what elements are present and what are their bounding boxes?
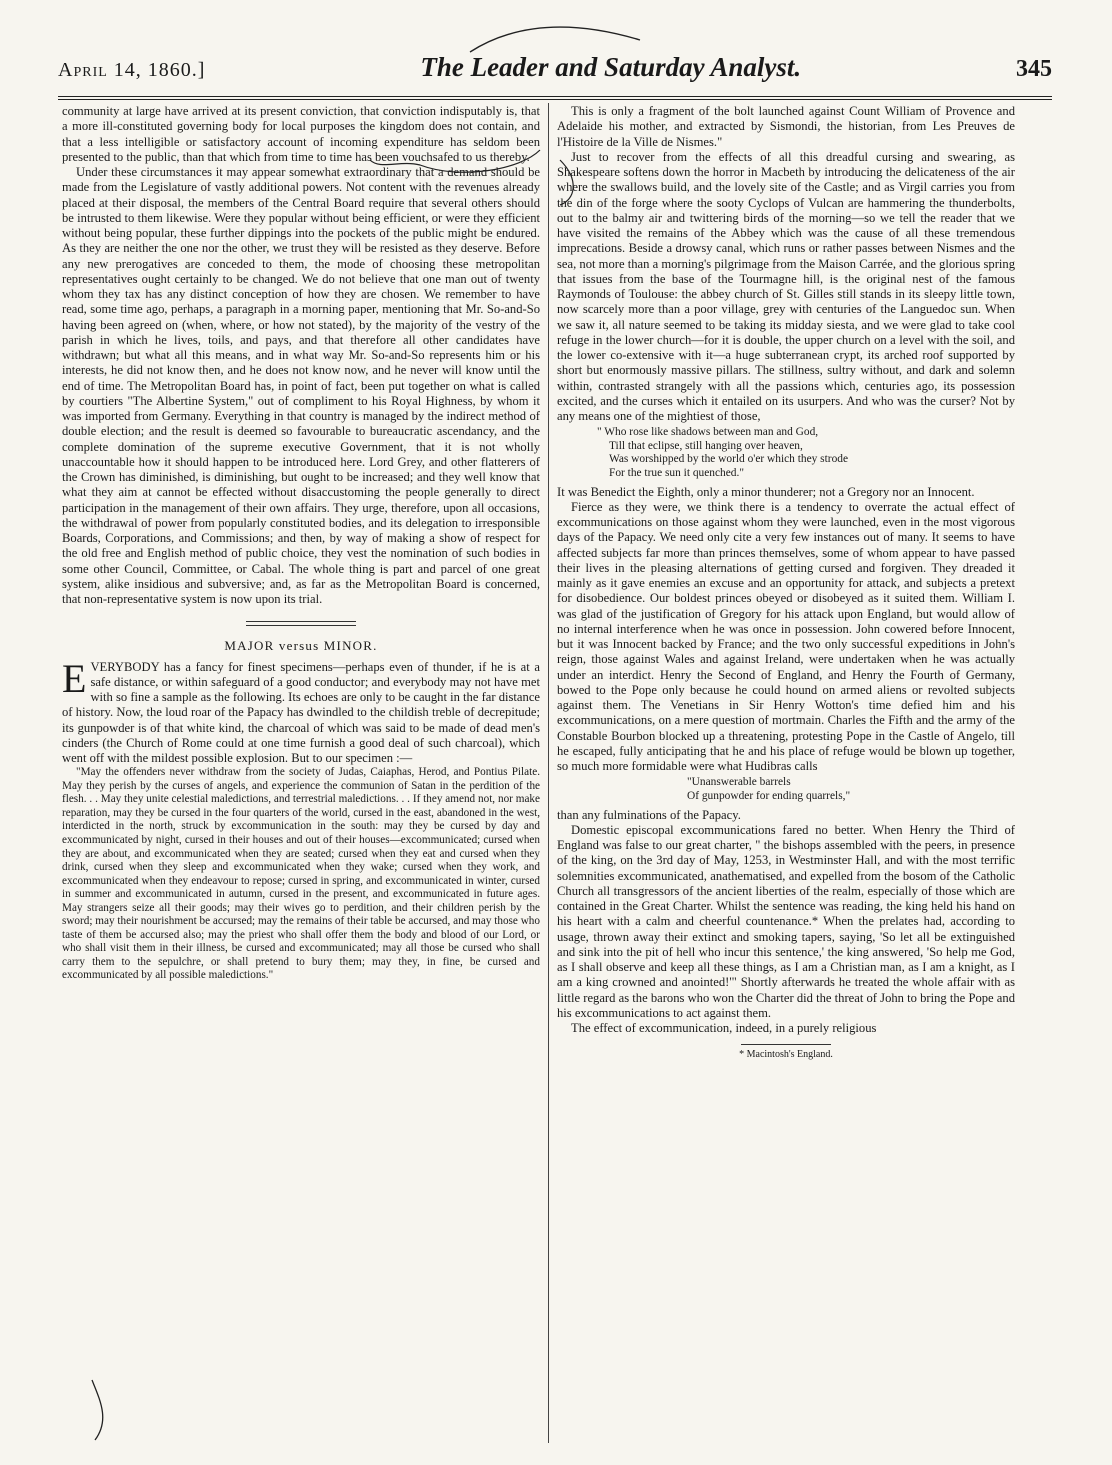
- right-column: [557, 104, 1015, 1445]
- verse-line: For the true sun it quenched.": [609, 467, 744, 480]
- article-paragraph: Just to recover from the effects of all this dreadful cursing and swearing, as Shakespeare softens down the horror in Macbeth by introducing the delicateness of the air where the swallows build, and the lovely site of the Castle; and as Virgil carries you from the din of the forge where the sooty Cyclops of Vulcan are hammering the thunderbolts, out to the balmy air and twittering birds of the morning—so we tell the reader that we have visited the remains of the Abbey which was the cause of all these tremendous imprecations. Beside a drowsy canal, which runs or rather passes between Nismes and the sea, not more than a morning's pilgrimage from the Maison Carrée, and the glorious spring that issues from the base of the Tourmagne hill, is the original nest of the famous Raymonds of Toulouse: the abbey church of St. Gilles still stands in its sleepy little town, now scarcely more than a poor village, grey with centuries of the Languedoc sun. When we saw it, all nature seemed to be taking its midday siesta, and we were glad to take cool refuge in the lower church—for it is double, the upper church on a level with the soil, and the lower co-extensive with it—a huge subterranean crypt, its arched roof supported by short but enormously massive pillars. The stillness, sultry without, and dark and solemn within, contrasted strangely with all the passions which, centuries ago, its possession excited, and the curses which it entailed on its usurpers. And who was the curser? Not by any means one of the mightiest of those,: [557, 149, 1015, 423]
- article-paragraph: This is only a fragment of the bolt launched against Count William of Provence and Adelaide his mother, and extracted by Sismondi, the historian, from Les Preuves de l'Histoire de la Ville de Nismes.": [557, 104, 1015, 149]
- article-paragraph: The effect of excommunication, indeed, in a purely religious: [571, 1021, 877, 1036]
- verse-line: Was worshipped by the world o'er which they strode: [609, 453, 849, 466]
- header-rule-thin: [58, 99, 1052, 100]
- section-heading: MAJOR versus MINOR.: [224, 638, 378, 654]
- article-paragraph: Domestic episcopal excommunications fared no better. When Henry the Third of England was false to our great charter, " the bishops assembled with the peers, in presence of the king, on the 3rd day of May, 1253, in Westminster Hall, and with the most terrific solemnities excommunicated, anathematised, and expelled from the bosom of the Catholic Church all transgressors of the ancient liberties of the realm, especially of those which are contained in the Great Charter. Whilst the sentence was reading, the king held his hand on his heart with a calm and cheerful countenance.* When the prelates had, according to usage, thrown away their extinct and smoking tapers, saying, 'So let all be extinguished and sink into the pit of hell who incur this sentence,' the king answered, 'So help me God, as I shall observe and keep all these things, as I am a Christian man, as I am a knight, as I am a king crowned and anointed!'" Shortly afterwards he treated the whole affair with as little regard as the barons who won the Charter did the threat of John to bring the Pope and his excommunications to act against them.: [557, 822, 1015, 1020]
- intro-paragraph: [62, 655, 540, 767]
- verse-line: Of gunpowder for ending quarrels,": [687, 789, 851, 802]
- footnote: * Macintosh's England.: [739, 1049, 833, 1061]
- excommunication-quote: "May the offenders never withdraw from the society of Judas, Caiaphas, Herod, and Pontius Pilate. May they perish by the curses of angels, and experience the communion of Satan in the perdition of the flesh. . . May they unite celestial maledictions, and terrestrial maledictions. . . If they amend not, nor make reparation, may they be cursed in the four quarters of the world, cursed in the east, abandoned in the west, interdicted in the north, struck by excommunication in the south: may they be cursed by day and excommunicated by night, cursed in their houses and out of their houses—excommunicated; cursed when they are about, and excommunicated when they are seated; cursed when they eat and cursed when they drink, cursed when they sleep and excommunicated when they wake; cursed when they work, and excommunicated when they endeavour to repose; cursed in spring, and excommunicated in winter, cursed in summer and excommunicated in autumn, cursed in the present, and excommunicated in future ages. May strangers seize all their goods; may their wives go to perdition, and their children perish by the sword; may their nourishment be accursed; may the remains of their table be accursed, and may those who taste of them be accursed also; may the priest who shall offer them the body and blood of our Lord, or who shall visit them in their illness, be cursed and excommunicated; may all those be cursed who shall carry them to the sepulchre, or shall pretend to bury them; may they, in fine, be cursed and excommunicated by all possible maledictions.": [62, 766, 540, 982]
- verse-block: [597, 426, 1015, 480]
- page-number: 345: [1015, 56, 1052, 82]
- article-paragraph: Under these circumstances it may appear somewhat extraordinary that a demand should be made from the Legislature of vastly additional powers. Not content with the revenues already placed at their disposal, the members of the Central Board require that several others should be intrusted to them likewise. Were they popular without being efficient, or were they efficient without being popular, these further dippings into the pockets of the public might be endured. As they are neither the one nor the other, we trust they will be resisted as they deserve. Before any new prerogatives are conceded to them, the mode of choosing these metropolitan representatives ought certainly to be changed. We do not believe that one man out of twenty whom they tax has any distinct conception of how they are chosen. We remember to have read, some time ago, perhaps, a paragraph in a morning paper, mentioning that Mr. So-and-So having been agreed on (when, where, or how not stated), by the majority of the vestry of the parish in which he lives, toils, and pays, and that therefore all other candidates have withdrawn; but what all this means, and in what way Mr. So-and-So represents him or his interests, he did not know then, and he does not know now, and he never will know until the end of time. The Metropolitan Board has, in point of fact, been put together on what is called by courtiers "The Albertine System," out of compliment to his Royal Highness, by whom it was imported from Germany. Everything in that country is managed by the indirect method of double election; and the result is deemed so favourable to bureaucratic ascendancy, and the complete domination of the supreme executive Government, that it is not wholly unaccountable how it should happen to be introduced here. Lord Grey, and other flatterers of the Crown has diminished, is diminishing, but ought to be increased; and they well know that what they aim at cannot be effected without disaccustoming the people generally to direct participation in the management of their own affairs. They urge, therefore, upon all occasions, the withdrawal of power from popularly constituted bodies, and its delegation to irresponsible Boards, Corporations, and Commissions; and then, by way of making a show of respect for the old free and English method of public choice, they vest the nomination of such bodies in some other Council, Committee, or Cabal. The whole thing is part and parcel of one great system, alike insidious and subversive; and, as far as the Metropolitan Board is concerned, that non-representative system is now upon its trial.: [62, 165, 540, 606]
- verse-line: Till that eclipse, still hanging over heaven,: [609, 439, 803, 452]
- verse-line: "Unanswerable barrels: [687, 776, 791, 789]
- drop-cap: E: [62, 655, 87, 701]
- footnote-rule: [741, 1044, 831, 1045]
- publication-title: The Leader and Saturday Analyst.: [420, 52, 802, 82]
- column-divider: [548, 103, 549, 1443]
- issue-date: April 14, 1860.]: [58, 59, 206, 81]
- article-paragraph: Fierce as they were, we think there is a tendency to overrate the actual effect of excommunications on those against whom they were launched, even in the most vigorous days of the Papacy. We need only cite a very few instances out of many. It seems to have affected subjects far more than princes themselves, some of whom appear to have passed their lives in the pleasing alternations of getting cursed and forgiven. They dreaded it mainly as it gave enemies an excuse and an opportunity for attack, and subjects a pretext for disobedience. Our boldest princes obeyed or disobeyed as it suited them. William I. was glad of the justification of Gregory for his attack upon England, but would allow of no internal interference when he was once in possession. John cowered before Innocent, but it was Innocent backed by France; and the two only successful expeditions in John's reign, those against Wales and against Ireland, were undertaken when he was actually under an interdict. Henry the Second of England, and Henry the Fourth of Germany, bowed to the Pope only because he could hound on armed aliens or revolted subjects against them. The Venetians in Sir Henry Wotton's time defied him and his excommunications, on a mere question of mortmain. Charles the Fifth and the army of the Constable Bourbon blocked up a threatening, protesting Pope in the Castle of Angelo, till he escaped, fully anticipating that he and his place of refuge would be blown up together, so much more formidable were what Hudibras calls: [557, 499, 1015, 774]
- header-rule: [58, 96, 1052, 97]
- page-header: [58, 52, 1052, 92]
- intro-text: VERYBODY has a fancy for finest specimens—perhaps even of thunder, if he is at a safe distance, or within safeguard of a good conductor; and everybody may not have met with so fine a sample as the following. Its echoes are only to be caught in the far distance of history. Now, the loud roar of the Papacy has dwindled to the childish treble of decrepitude; its gunpowder is of that white kind, the charcoal of which was said to be made of dead men's cinders (the Church of Rome could at one time furnish a good deal of such charcoal), which went off with the mildest possible explosion. But to our specimen :—: [62, 659, 540, 765]
- verse-block: [687, 776, 1015, 803]
- article-paragraph: It was Benedict the Eighth, only a minor thunderer; not a Gregory nor an Innocent.: [557, 484, 975, 499]
- section-divider: [246, 621, 356, 626]
- article-paragraph: community at large have arrived at its present conviction, that conviction indisputably is, that a more ill-constituted governing body for local purposes the kingdom does not contain, and that a less intelligible or satisfactory account of incoming expenditure has seldom been presented to the public, than that which from time to time has been vouchsafed to us thereby.: [62, 104, 540, 164]
- article-paragraph: than any fulminations of the Papacy.: [557, 807, 741, 822]
- verse-line: " Who rose like shadows between man and God,: [597, 426, 819, 439]
- left-column: [62, 104, 540, 1445]
